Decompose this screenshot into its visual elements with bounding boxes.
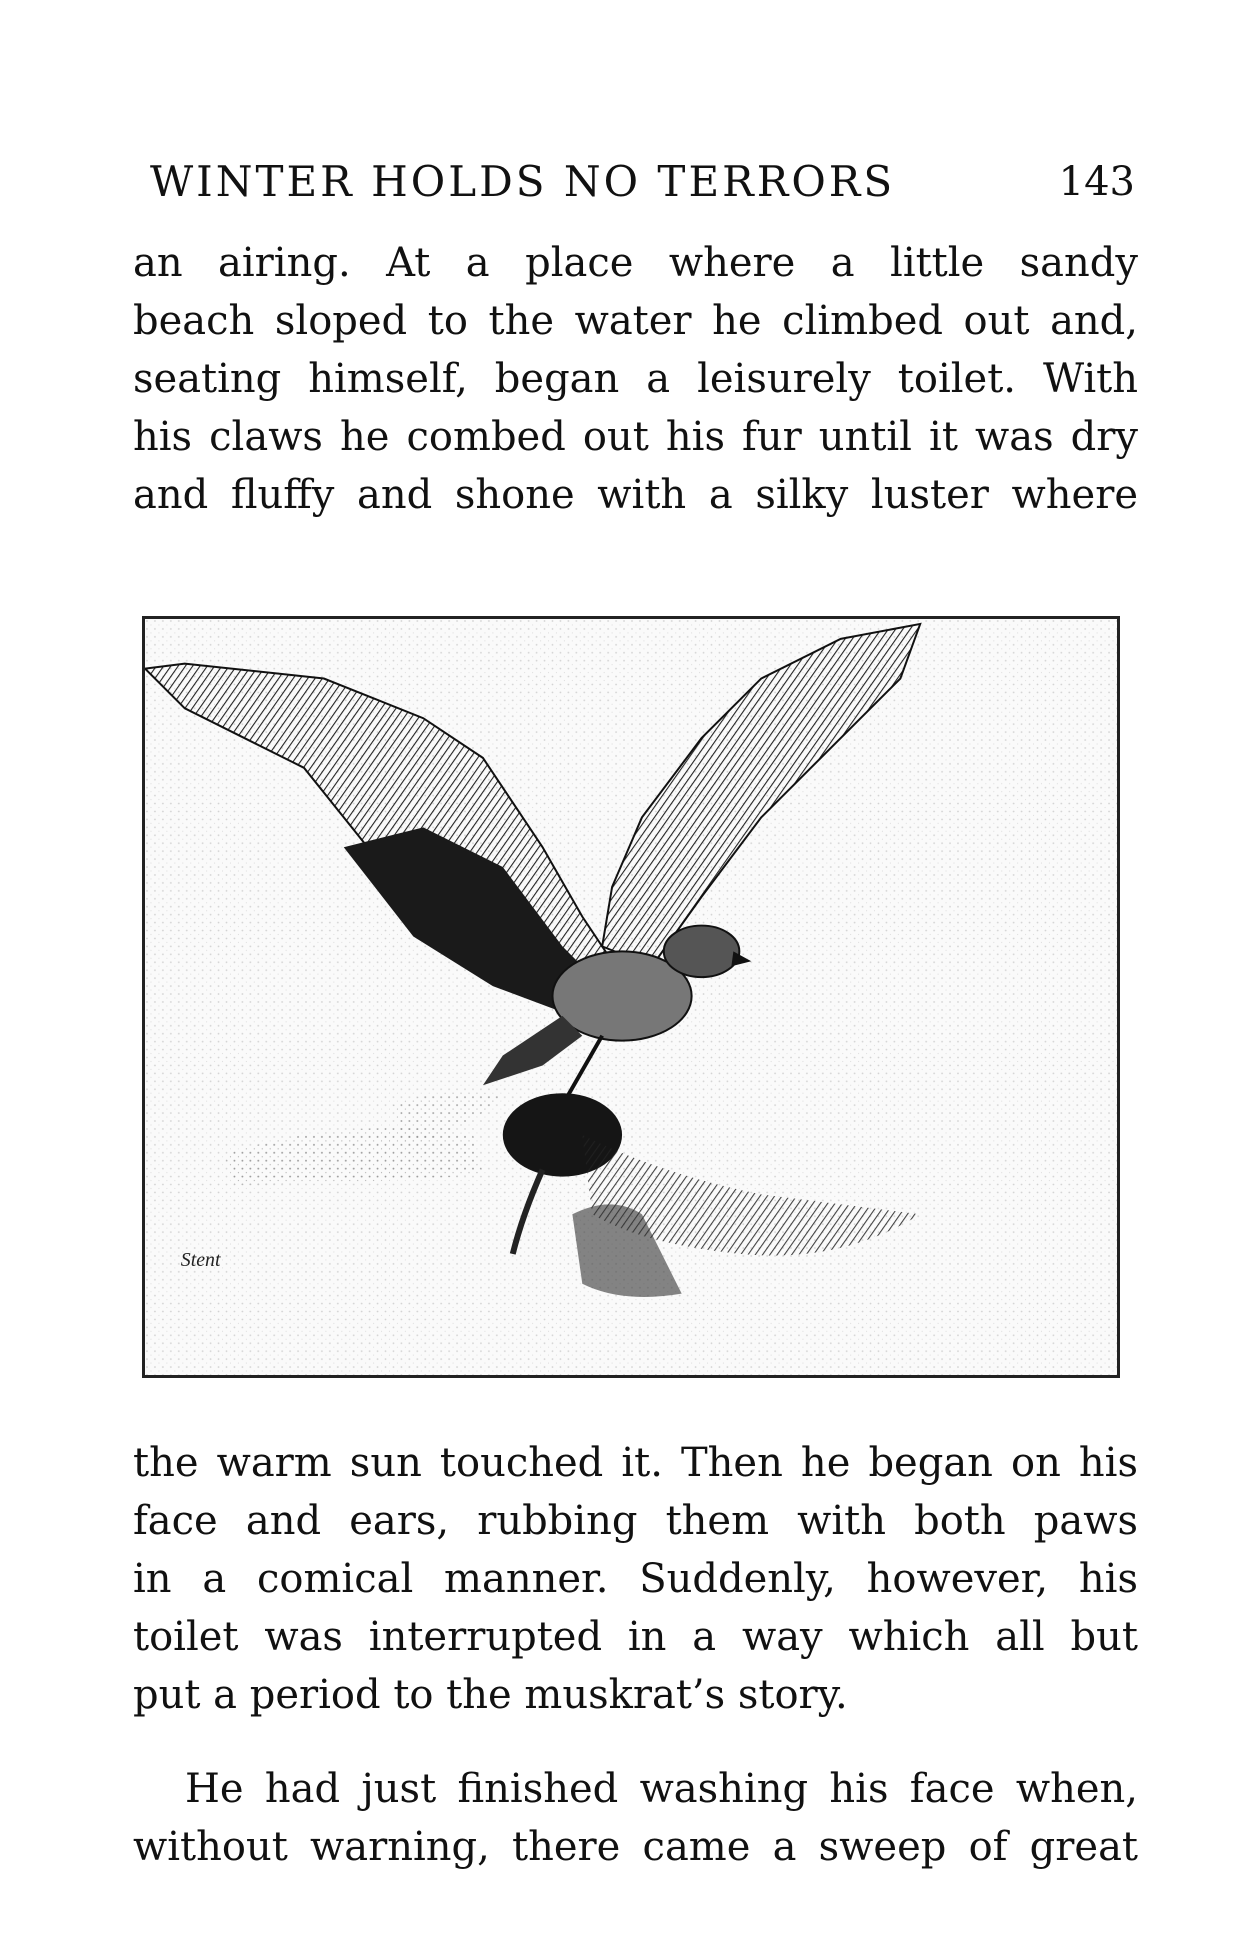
paragraph-bottom [133,1760,1138,1876]
text-line: seating himself, began a leisurely toilet. With [133,356,1138,402]
text-line: his claws he combed out his fur until it was dry [133,414,1138,460]
text-line: and fluffy and shone with a silky luster where [133,472,1138,518]
osprey-illustration [142,616,1120,1378]
text-line: face and ears, rubbing them with both paws [133,1498,1138,1544]
text-line: beach sloped to the water he climbed out and, [133,298,1138,344]
osprey-head [664,926,740,978]
text-line: without warning, there came a sweep of great [133,1824,1138,1870]
artist-signature: Stent [180,1248,221,1271]
paragraph-top [133,234,1138,524]
text-line: in a comical manner. Suddenly, however, his [133,1556,1138,1602]
page-number: 143 [1058,159,1135,205]
text-line: put a period to the muskrat’s story. [133,1672,848,1718]
text-line: the warm sun touched it. Then he began on his [133,1440,1138,1486]
paragraph-middle [133,1434,1138,1724]
text-line: an airing. At a place where a little sandy [133,240,1138,286]
osprey-drawing [145,619,1117,1375]
running-head: WINTER HOLDS NO TERRORS [150,157,896,206]
page-header [150,150,1135,214]
text-line: He had just finished washing his face when, [185,1766,1138,1812]
text-line: toilet was interrupted in a way which all but [133,1614,1138,1660]
